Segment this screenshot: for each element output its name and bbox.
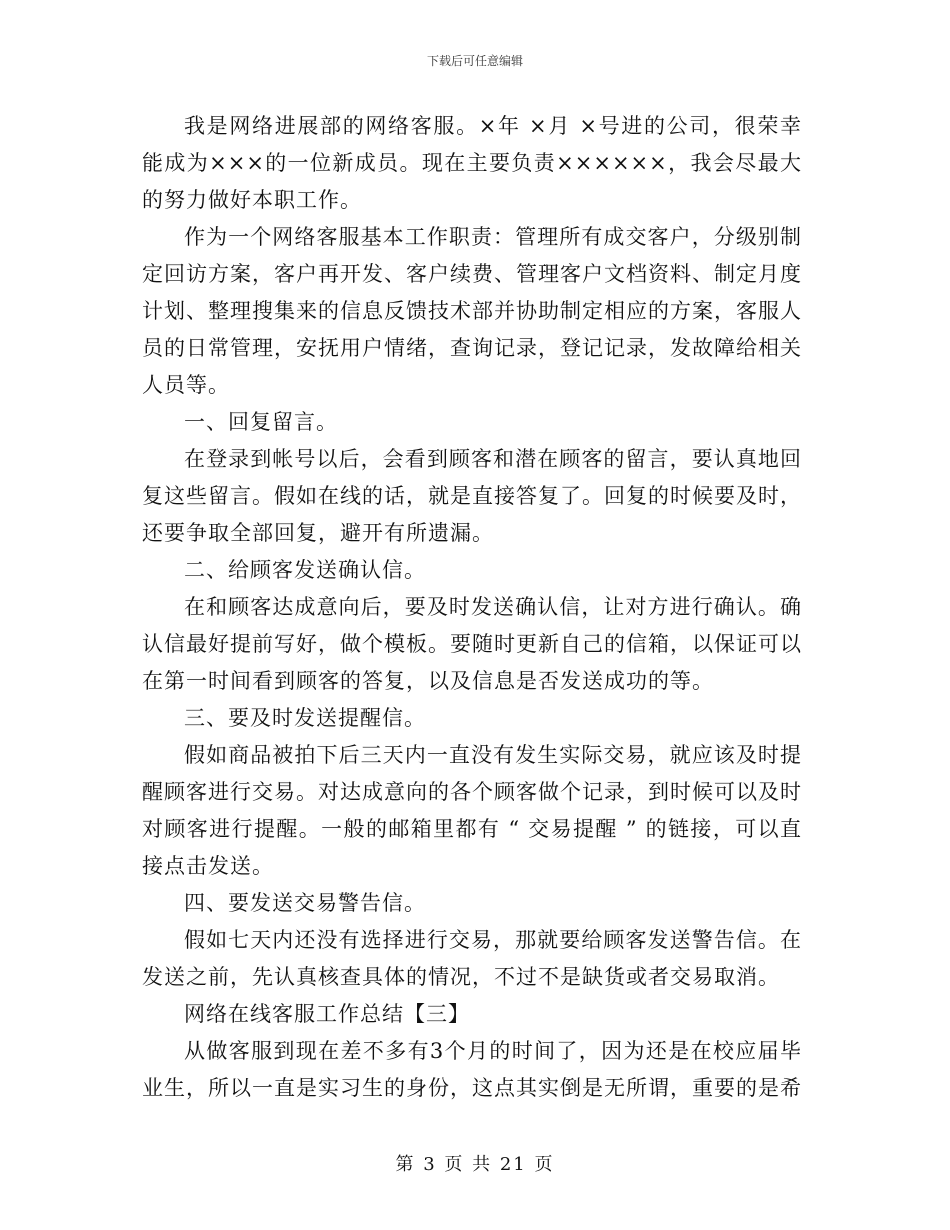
section-heading-4: 四、要发送交易警告信。 — [184, 891, 426, 915]
section-heading-1: 一、回复留言。 — [184, 410, 338, 434]
page-number: 第 3 页 共 21 页 — [395, 1154, 555, 1175]
paragraph-duties: 作为一个网络客服基本工作职责：管理所有成交客户，分级别制定回访方案，客户再开发、客户续费、管理客户文档资料、制定月度计划、整理搜集来的信息反馈技术部并协助制定相应的方案，客服人员的日常管理，安抚用户情绪，查询记录，登记记录，发故障给相关人员等。 — [142, 225, 802, 397]
paragraph-reminder: 假如商品被拍下后三天内一直没有发生实际交易，就应该及时提醒顾客进行交易。对达成意向的各个顾客做个记录，到时候可以及时对顾客进行提醒。一般的邮箱里都有 “ 交易提醒 ” 的链接，可以直接点击发送。 — [142, 743, 802, 878]
section-heading-2: 二、给顾客发送确认信。 — [184, 558, 426, 582]
document-body — [142, 108, 802, 1107]
paragraph-reply: 在登录到帐号以后，会看到顾客和潜在顾客的留言，要认真地回复这些留言。假如在线的话，就是直接答复了。回复的时候要及时，还要争取全部回复，避开有所遗漏。 — [142, 447, 802, 545]
page-header: 下载后可任意编辑 — [426, 54, 523, 68]
paragraph-warning: 假如七天内还没有选择进行交易，那就要给顾客发送警告信。在发送之前，先认真核查具体的情况，不过不是缺货或者交易取消。 — [142, 928, 802, 989]
summary-title: 网络在线客服工作总结【三】 — [184, 1002, 470, 1026]
paragraph-confirm: 在和顾客达成意向后，要及时发送确认信，让对方进行确认。确认信最好提前写好，做个模板。要随时更新自己的信箱，以保证可以在第一时间看到顾客的答复，以及信息是否发送成功的等。 — [142, 595, 802, 693]
paragraph-summary: 从做客服到现在差不多有3个月的时间了，因为还是在校应届毕业生，所以一直是实习生的身份，这点其实倒是无所谓，重要的是希 — [142, 1039, 802, 1100]
section-heading-3: 三、要及时发送提醒信。 — [184, 706, 426, 730]
paragraph-intro: 我是网络进展部的网络客服。×年 ×月 ×号进的公司，很荣幸能成为×××的一位新成员。现在主要负责××××××，我会尽最大的努力做好本职工作。 — [142, 114, 802, 212]
